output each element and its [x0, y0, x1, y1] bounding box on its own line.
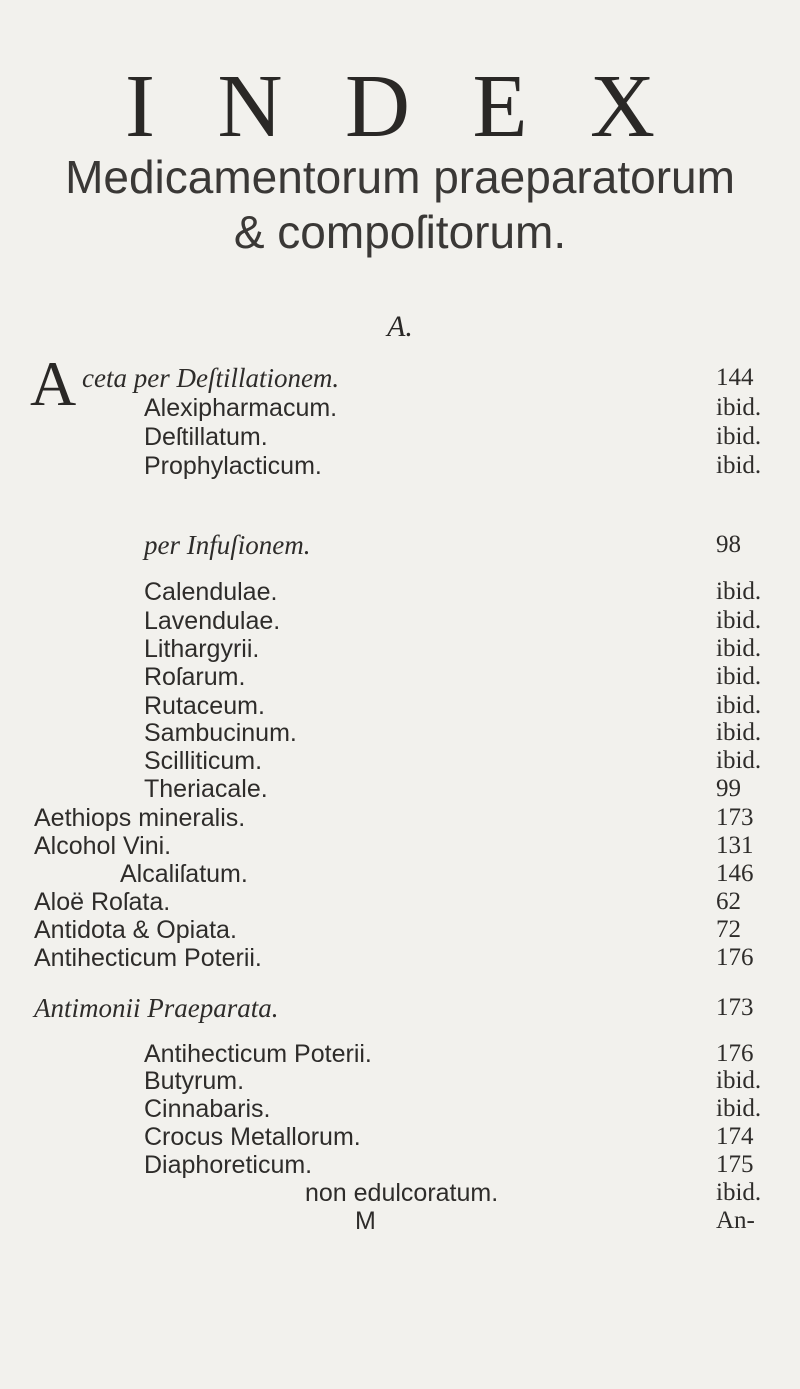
entry-label: Aloë Roſata. — [34, 888, 171, 916]
entry-page-number: 176 — [716, 944, 754, 971]
entry-page-number: 173 — [716, 994, 754, 1021]
entry-label: Antihecticum Poterii. — [34, 944, 262, 972]
index-entry — [0, 803, 800, 833]
index-entry — [0, 774, 800, 804]
entry-label: non edulcoratum. — [305, 1179, 499, 1207]
entry-label: Prophylacticum. — [144, 452, 322, 480]
index-entry — [0, 859, 800, 889]
entry-page-number: An- — [716, 1207, 755, 1234]
dropcap-letter: A — [30, 348, 77, 419]
subtitle-line-1: Medicamentorum praeparatorum — [65, 151, 735, 203]
entry-label: Alexipharmacum. — [144, 394, 338, 422]
index-entry — [0, 662, 800, 692]
index-entry — [0, 1039, 800, 1069]
entry-label: Scilliticum. — [144, 747, 263, 775]
entry-page-number: 174 — [716, 1123, 754, 1150]
entry-page-number: 62 — [716, 888, 741, 915]
entry-label: Roſarum. — [144, 663, 246, 691]
entry-page-number: 72 — [716, 916, 741, 943]
index-title: I N D E X — [125, 57, 675, 156]
entry-page-number: ibid. — [716, 452, 762, 479]
entry-label: Antidota & Opiata. — [34, 916, 237, 944]
section-letter: A. — [387, 310, 413, 343]
entry-label: Butyrum. — [144, 1067, 245, 1095]
index-entry — [0, 943, 800, 973]
entry-label: ceta per Deſtillationem. — [82, 363, 340, 393]
entry-page-number: ibid. — [716, 578, 762, 605]
entry-page-number: 146 — [716, 860, 754, 887]
index-entry — [0, 451, 800, 481]
entry-page-number: ibid. — [716, 394, 762, 421]
index-entry — [0, 1178, 800, 1208]
index-entry — [0, 887, 800, 917]
entry-page-number: 131 — [716, 832, 754, 859]
index-entry — [0, 691, 800, 721]
index-entry — [0, 746, 800, 776]
entry-label: Theriacale. — [144, 775, 268, 803]
entry-label: Lithargyrii. — [144, 635, 260, 663]
entry-label: Cinnabaris. — [144, 1095, 271, 1123]
index-entry — [0, 393, 800, 423]
entry-page-number: ibid. — [716, 1095, 762, 1122]
entry-page-number: ibid. — [716, 607, 762, 634]
entry-label: Sambucinum. — [144, 719, 297, 747]
index-entry — [0, 1122, 800, 1152]
index-entry — [0, 831, 800, 861]
index-entry — [0, 363, 800, 393]
entry-label: Alcaliſatum. — [120, 860, 248, 888]
index-entry — [0, 915, 800, 945]
index-entry — [0, 1206, 800, 1236]
entry-page-number: 175 — [716, 1151, 754, 1178]
index-entry — [0, 577, 800, 607]
index-entry — [0, 1150, 800, 1180]
entry-label: Aethiops mineralis. — [34, 804, 246, 832]
entry-page-number: ibid. — [716, 692, 762, 719]
entry-page-number: ibid. — [716, 1179, 762, 1206]
entry-page-number: 144 — [716, 364, 754, 391]
entry-label: Lavendulae. — [144, 607, 281, 635]
entry-page-number: ibid. — [716, 719, 762, 746]
entry-label: Rutaceum. — [144, 692, 265, 720]
entry-page-number: ibid. — [716, 1067, 762, 1094]
index-entry — [0, 718, 800, 748]
index-entry — [0, 634, 800, 664]
entry-label: M — [355, 1207, 376, 1235]
entry-page-number: 173 — [716, 804, 754, 831]
index-entry — [0, 993, 800, 1023]
index-entry — [0, 530, 800, 560]
entry-label: Crocus Metallorum. — [144, 1123, 361, 1151]
entry-label: Diaphoreticum. — [144, 1151, 313, 1179]
entry-page-number: ibid. — [716, 423, 762, 450]
entry-label: Antihecticum Poterii. — [144, 1040, 372, 1068]
entry-page-number: ibid. — [716, 747, 762, 774]
entry-page-number: 98 — [716, 531, 741, 558]
entry-label: Deſtillatum. — [144, 423, 268, 451]
entry-page-number: 176 — [716, 1040, 754, 1067]
subtitle-line-2: & compoſitorum. — [233, 206, 567, 258]
entry-label: Antimonii Praeparata. — [34, 993, 279, 1023]
entry-label: Calendulae. — [144, 578, 278, 606]
index-entry — [0, 1094, 800, 1124]
index-entry — [0, 606, 800, 636]
entry-label: Alcohol Vini. — [34, 832, 172, 860]
entry-page-number: 99 — [716, 775, 741, 802]
index-entry — [0, 1066, 800, 1096]
entry-page-number: ibid. — [716, 635, 762, 662]
entry-page-number: ibid. — [716, 663, 762, 690]
index-entry — [0, 422, 800, 452]
entry-label: per Infuſionem. — [144, 530, 311, 560]
